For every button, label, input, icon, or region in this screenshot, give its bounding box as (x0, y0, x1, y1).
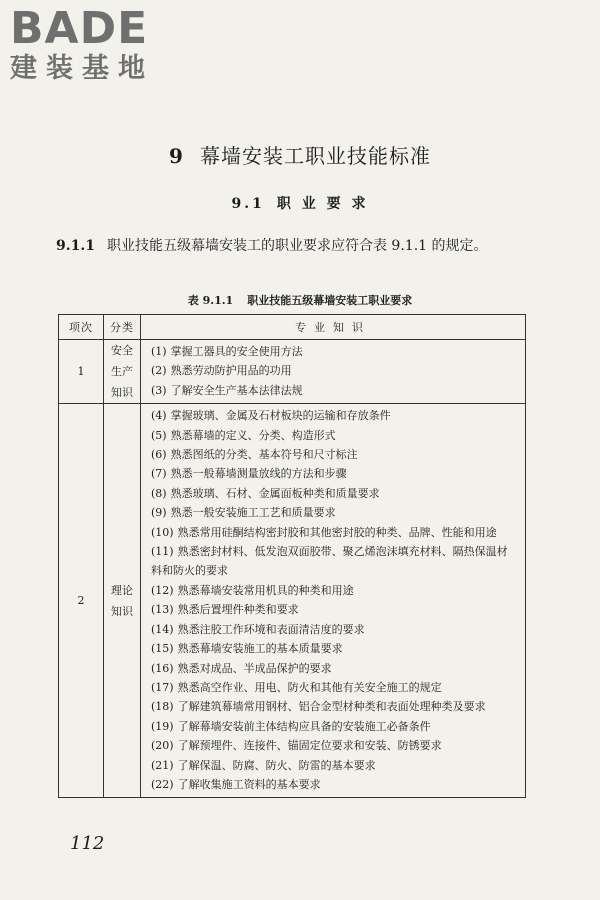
item-text: 熟悉密封材料、低发泡双面胶带、聚乙烯泡沫填充材料、隔热保温材料和防火的要求 (151, 545, 508, 578)
category-line: 知识 (111, 386, 133, 400)
list-item (151, 620, 517, 639)
section-number: 9.1 (231, 196, 265, 212)
item-text: 熟悉一般幕墙测量放线的方法和步骤 (170, 467, 347, 481)
item-number: (16) (151, 661, 174, 675)
item-text: 了解建筑幕墙常用钢材、铝合金型材种类和表面处理种类及要求 (177, 700, 486, 714)
item-text: 熟悉对成品、半成品保护的要求 (177, 661, 332, 675)
item-text: 熟悉常用硅酮结构密封胶和其他密封胶的种类、品牌、性能和用途 (177, 525, 497, 539)
item-text: 熟悉幕墙的定义、分类、构造形式 (170, 428, 336, 442)
item-text: 熟悉幕墙安装常用机具的种类和用途 (177, 583, 354, 597)
list-item (151, 445, 517, 464)
list-item (151, 426, 517, 445)
row-items (141, 340, 526, 404)
table-row (59, 404, 526, 798)
table-header-row (59, 315, 526, 340)
item-number: (4) (151, 409, 167, 423)
category-line: 知识 (111, 604, 133, 618)
item-number: (22) (151, 777, 174, 791)
publisher-logo (10, 3, 154, 84)
list-item (151, 342, 517, 361)
list-item (151, 659, 517, 678)
row-index: 1 (59, 340, 104, 404)
category-line: 安全 (111, 344, 133, 358)
table-caption (0, 292, 600, 308)
page-number: 112 (70, 833, 105, 854)
item-number: (14) (151, 622, 174, 636)
list-item (151, 717, 517, 736)
item-number: (6) (151, 448, 167, 462)
list-item (151, 484, 517, 503)
list-item (151, 464, 517, 483)
list-item (151, 381, 517, 400)
item-number: (8) (151, 486, 167, 500)
list-item (151, 542, 517, 581)
item-number: (18) (151, 700, 174, 714)
item-number: (21) (151, 758, 174, 772)
item-text: 了解保温、防腐、防火、防雷的基本要求 (177, 758, 376, 772)
header-category: 分类 (104, 315, 141, 340)
item-text: 熟悉幕墙安装施工的基本质量要求 (177, 642, 343, 656)
table-caption-number: 表 9.1.1 (187, 294, 234, 307)
list-item (151, 756, 517, 775)
table-body (59, 340, 526, 798)
item-text: 了解安全生产基本法律法规 (170, 383, 303, 397)
row-category (104, 340, 141, 404)
item-number: (13) (151, 603, 174, 617)
item-number: (20) (151, 739, 174, 753)
list-item (151, 736, 517, 755)
table-row (59, 340, 526, 404)
item-text: 掌握工器具的安全使用方法 (170, 345, 303, 358)
item-text: 了解预埋件、连接件、锚固定位要求和安装、防锈要求 (177, 739, 442, 753)
list-item (151, 775, 517, 794)
item-text: 熟悉一般安装施工工艺和质量要求 (170, 506, 336, 520)
requirements-table (58, 314, 526, 798)
item-text: 熟悉注胶工作环境和表面清洁度的要求 (177, 622, 365, 636)
item-number: (15) (151, 642, 174, 656)
header-content: 专业知识 (141, 315, 526, 340)
table-caption-title: 职业技能五级幕墙安装工职业要求 (247, 294, 413, 307)
category-line: 生产 (111, 365, 133, 379)
item-number: (2) (151, 364, 167, 378)
logo-subtitle: 建装基地 (10, 53, 154, 84)
chapter-title: 幕墙安装工职业技能标准 (199, 144, 431, 168)
logo-wordmark: BADE (10, 3, 149, 54)
clause-number: 9.1.1 (56, 238, 95, 254)
list-item (151, 406, 517, 425)
item-number: (17) (151, 680, 174, 694)
item-text: 熟悉图纸的分类、基本符号和尺寸标注 (170, 448, 358, 462)
item-number: (19) (151, 719, 174, 733)
item-text: 了解幕墙安装前主体结构应具备的安装施工必备条件 (177, 719, 431, 733)
list-item (151, 678, 517, 697)
item-number: (7) (151, 467, 167, 481)
clause-text: 职业技能五级幕墙安装工的职业要求应符合表 9.1.1 的规定。 (106, 238, 488, 254)
list-item (151, 523, 517, 542)
list-item (151, 639, 517, 658)
list-item (151, 581, 517, 600)
item-number: (5) (151, 428, 167, 442)
item-text: 掌握玻璃、金属及石材板块的运输和存放条件 (170, 409, 391, 423)
row-index: 2 (59, 404, 104, 798)
category-line: 理论 (111, 583, 133, 597)
row-category (104, 404, 141, 798)
item-number: (9) (151, 506, 167, 520)
item-number: (10) (151, 525, 174, 539)
section-heading (0, 193, 600, 213)
item-text: 了解收集施工资料的基本要求 (177, 777, 321, 791)
list-item (151, 697, 517, 716)
item-text: 熟悉高空作业、用电、防火和其他有关安全施工的规定 (177, 680, 442, 694)
item-text: 熟悉劳动防护用品的功用 (170, 364, 292, 378)
list-item (151, 600, 517, 619)
list-item (151, 503, 517, 522)
item-text: 熟悉玻璃、石材、金属面板种类和质量要求 (170, 486, 380, 500)
chapter-heading (0, 140, 600, 169)
clause-paragraph (56, 234, 546, 258)
item-number: (3) (151, 383, 167, 397)
item-text: 熟悉后置埋件种类和要求 (177, 603, 299, 617)
row-items (141, 404, 526, 798)
section-title: 职 业 要 求 (276, 196, 369, 212)
item-number: (1) (151, 345, 167, 358)
list-item (151, 361, 517, 380)
item-number: (11) (151, 545, 174, 559)
item-number: (12) (151, 583, 174, 597)
header-index: 项次 (59, 315, 104, 340)
chapter-number: 9 (169, 144, 184, 168)
